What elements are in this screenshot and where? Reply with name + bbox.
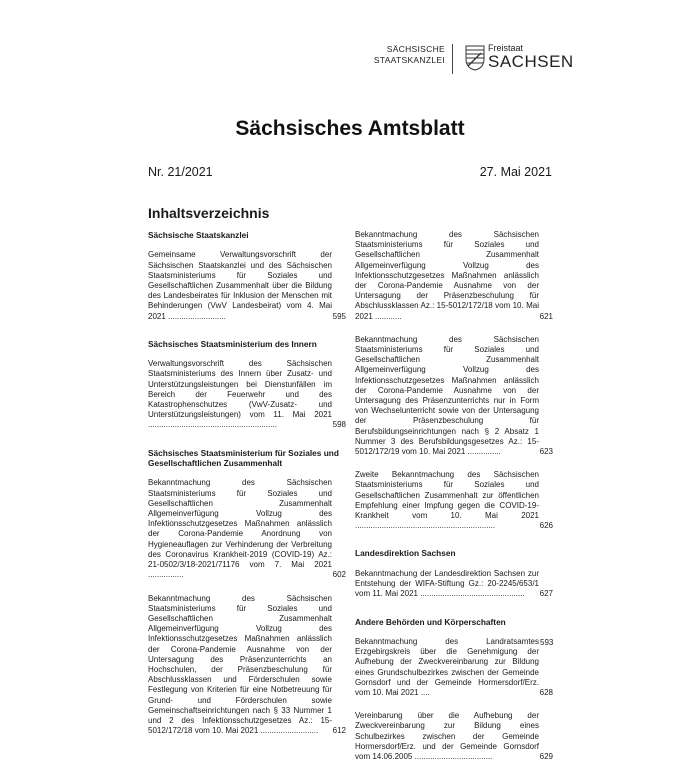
toc-entry[interactable] — [148, 250, 346, 321]
toc-entry-page: 612 — [332, 726, 346, 736]
toc-entry-page: 623 — [539, 447, 553, 457]
saxony-crest-icon — [465, 45, 485, 71]
toc-entry-page: 626 — [539, 521, 553, 531]
toc-left-column — [148, 230, 346, 749]
logo-divider — [452, 44, 453, 74]
toc-entry-text: Bekanntmachung der Landesdirektion Sachsen zur Entstehung der WIFA-Stiftung Gz.: 20-2245/653/1 vom 11. Mai 2021 ............................................... — [355, 568, 539, 599]
issue-number: Nr. 21/2021 — [148, 165, 213, 179]
page-number: 593 — [540, 638, 554, 647]
toc-entry-text: Gemeinsame Verwaltungsvorschrift der Sächsischen Staatskanzlei und des Sächsischen Staatsministeriums für Soziales und Gesellschaftlichen Zusammenhalt über die Bildung des Landesbeirates für Inklusion der Menschen mit Behinderungen (VwV Landesbeirat) vom 4. Mai 2021 .......................... — [148, 250, 332, 321]
section-heading-andere-behoerden: Andere Behörden und Körperschaften — [355, 616, 506, 627]
toc-entry-text: Vereinbarung über die Aufhebung der Zweckvereinbarung zur Bildung eines Schulbezirkes zwischen der Gemeinde Hormersdorf/Erz. und der Gemeinde Gornsdorf vom 14.06.2005 ................................... — [355, 711, 539, 761]
toc-entry[interactable] — [355, 230, 553, 322]
toc-entry[interactable] — [355, 711, 553, 762]
toc-entry-page: 595 — [332, 311, 346, 321]
section-heading-staatskanzlei: Sächsische Staatskanzlei — [148, 230, 249, 240]
section-heading-soziales: Sächsisches Staatsministerium für Soziales und Gesellschaftlichen Zusammenhalt — [148, 447, 339, 469]
toc-entry[interactable] — [148, 478, 346, 580]
toc-entry[interactable] — [355, 470, 553, 531]
sachsen-label: SACHSEN — [488, 52, 574, 71]
toc-entry-text: Bekanntmachung des Landratsamtes Erzgebirgskreis über die Genehmigung der Aufhebung der Zweckvereinbarung zur Bildung eines Grundschulbezirkes zwischen der Gemeinde Gornsdorf und der Gemeinde Hormersdorf/Erz. vom 10. Mai 2021 .... — [355, 636, 539, 697]
toc-entry[interactable] — [355, 335, 553, 457]
issue-date: 27. Mai 2021 — [479, 165, 552, 179]
org-line-2: STAATSKANZLEI — [373, 55, 445, 65]
toc-entry-text: Verwaltungsvorschrift des Sächsischen Staatsministeriums des Innern über Zusatz- und Unterstützungsleistungen bei Dienstunfällen im Bereich der Feuerwehr und des Katastrophenschutzes (VwV-Zusatz- und Unterstützungsleistungen) vom 11. Mai 2021 .......................................................... — [148, 359, 332, 430]
toc-entry-text: Bekanntmachung des Sächsischen Staatsministeriums für Soziales und Gesellschaftlichen Zusammenhalt Allgemeinverfügung Vollzug des Infektionsschutzgesetzes Maßnahmen anlässlich der Corona-Pandemie Ausnahme von der Untersagung des Präsenzunterrichts nur in Form von Wechselunterricht sowie von der Untersagung der Präsenzbeschulung für Berufsbildungseinrichtungen nach § 2 Absatz 1 Nummer 3 des Berufsbildungsgesetzes Az.: 15-5012/172/19 vom 10. Mai 2021 ............... — [355, 334, 539, 457]
toc-entry-text: Bekanntmachung des Sächsischen Staatsministeriums für Soziales und Gesellschaftlichen Zusammenhalt Allgemeinverfügung Vollzug des Infektionsschutzgesetzes Maßnahmen anlässlich der Corona-Pandemie Ausnahme von der Untersagung des Präsenzunterrichts an Hochschulen, der Präsenzbeschulung für Abschlussklassen und Förderschulen sowie Festlegung von Kriterien für eine Notbetreuung für Grund- und Förderschulen sowie Gemeinschaftseinrichtungen nach § 33 Nummer 1 und 2 des Infektionsschutzgesetzes Az.: 15-5012/172/18 vom 10. Mai 2021 .......................... — [148, 593, 332, 736]
toc-entry-text: Zweite Bekanntmachung des Sächsischen Staatsministeriums für Soziales und Gesellschaftlichen Zusammenhalt zur öffentlichen Empfehlung einer Impfung gegen die COVID-19-Krankheit vom 10. Mai 2021 ............................................................... — [355, 470, 539, 531]
toc-entry-page: 598 — [332, 420, 346, 430]
toc-entry-page: 628 — [539, 687, 553, 697]
toc-entry-page: 629 — [539, 751, 553, 761]
toc-entry-page: 621 — [539, 311, 553, 321]
toc-entry-page: 602 — [332, 570, 346, 580]
freistaat-sachsen-logo — [488, 43, 574, 71]
toc-entry[interactable] — [148, 594, 346, 737]
toc-entry[interactable] — [355, 637, 553, 698]
toc-entry-text: Bekanntmachung des Sächsischen Staatsministeriums für Soziales und Gesellschaftlichen Zusammenhalt Allgemeinverfügung Vollzug des Infektionsschutzgesetzes Maßnahmen anlässlich der Corona-Pandemie Anordnung von Hygieneauflagen zur Verhinderung der Verbreitung des Coronavirus Krankheit-2019 (COVID-19) Az.: 21-0502/3/18-2021/71176 vom 7. Mai 2021 ................ — [148, 478, 332, 580]
staatskanzlei-logo — [374, 44, 445, 66]
toc-heading: Inhaltsverzeichnis — [148, 205, 270, 221]
toc-entry-page: 627 — [539, 589, 553, 599]
section-heading-innern: Sächsisches Staatsministerium des Innern — [148, 338, 317, 349]
toc-entry[interactable] — [148, 359, 346, 430]
section-heading-landesdirektion: Landesdirektion Sachsen — [355, 548, 456, 559]
toc-right-column — [355, 230, 553, 775]
org-line-1: SÄCHSISCHE — [386, 44, 445, 54]
toc-entry-text: Bekanntmachung des Sächsischen Staatsministeriums für Soziales und Gesellschaftlichen Zusammenhalt Allgemeinverfügung Vollzug des Infektionsschutzgesetzes Maßnahmen anlässlich der Corona-Pandemie Ausnahme von der Untersagung der Präsenzbeschulung für Abschlussklassen Az.: 15-5012/172/18 vom 10. Mai 2021 ............ — [355, 230, 539, 321]
page-title: Sächsisches Amtsblatt — [235, 117, 465, 140]
toc-entry[interactable] — [355, 569, 553, 600]
freistaat-label: Freistaat — [488, 43, 524, 53]
